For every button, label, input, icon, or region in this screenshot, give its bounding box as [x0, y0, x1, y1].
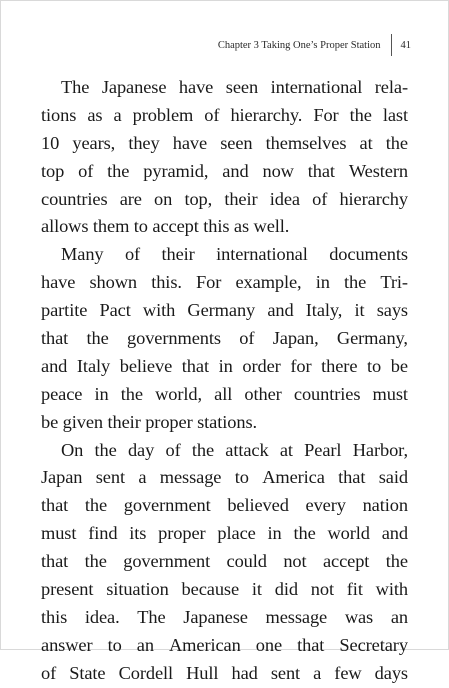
text-line: must find its proper place in the world and: [41, 523, 408, 544]
text-line: answer to an American one that Secretary: [41, 634, 408, 655]
text-line: be given their proper stations.: [41, 411, 257, 432]
text-line: that the government believed every nation: [41, 495, 408, 516]
text-line: that the governments of Japan, Germany,: [41, 328, 408, 349]
text-line: this idea. The Japanese message was an: [41, 606, 408, 627]
chapter-title: Chapter 3 Taking One’s Proper Station: [217, 39, 381, 51]
text-line: of State Cordell Hull had sent a few days: [41, 662, 408, 683]
text-line: countries are on top, their idea of hierarchy: [41, 188, 408, 209]
text-line: partite Pact with Germany and Italy, it says: [41, 300, 408, 321]
text-line: top of the pyramid, and now that Western: [41, 160, 408, 181]
text-line: The Japanese have seen international rela-: [61, 77, 408, 97]
text-line: have shown this. For example, in the Tri-: [41, 272, 408, 293]
text-line: Many of their international documents: [61, 244, 408, 265]
text-line: allows them to accept this as well.: [41, 216, 290, 237]
text-line: that the government could not accept the: [41, 551, 408, 572]
text-line: Japan sent a message to America that said: [41, 467, 408, 488]
running-head: [218, 34, 411, 56]
text-line: tions as a problem of hierarchy. For the last: [41, 104, 408, 125]
text-line: On the day of the attack at Pearl Harbor,: [61, 439, 408, 460]
text-line: and Italy believe that in order for there to be: [41, 355, 408, 376]
text-line: peace in the world, all other countries must: [41, 383, 408, 404]
body-text: [41, 74, 408, 688]
page-number: 41: [400, 39, 411, 51]
text-line: 10 years, they have seen themselves at the: [41, 132, 408, 153]
text-line: present situation because it did not fit with: [41, 579, 408, 600]
